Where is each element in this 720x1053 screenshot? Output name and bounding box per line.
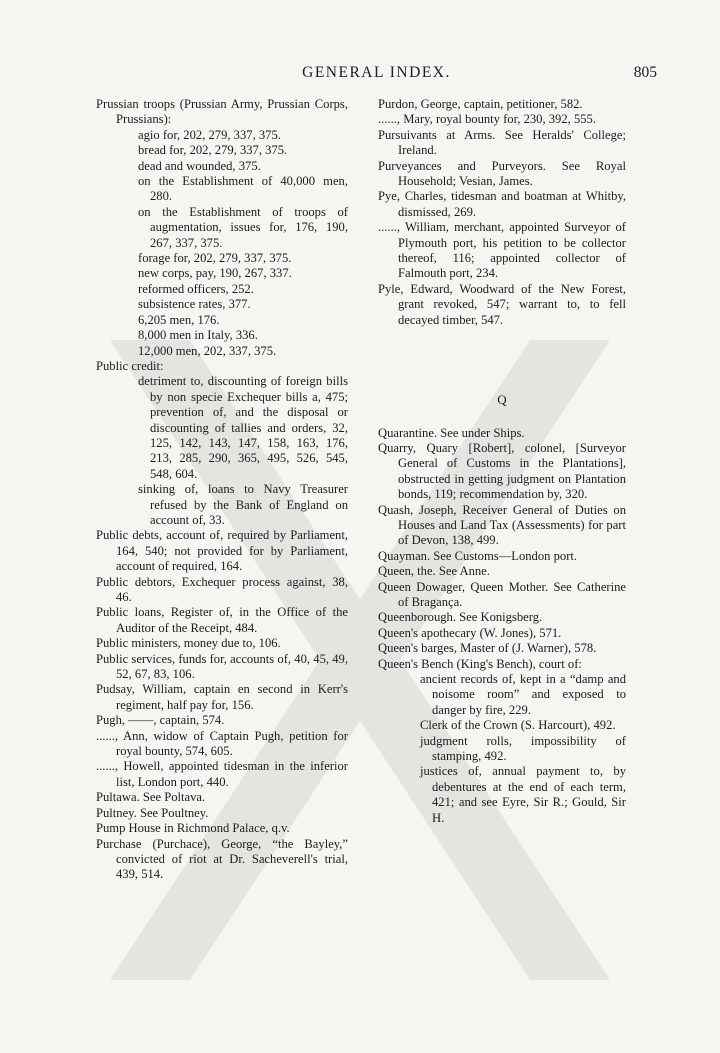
index-entry: Public debtors, Exchequer process against, 38, 46. (96, 574, 348, 604)
index-entry: ......, Mary, royal bounty for, 230, 392, 555. (378, 112, 596, 127)
right-column-q-entries (378, 426, 626, 827)
index-entry: Pugh, ——, captain, 574. (96, 713, 225, 728)
index-subentry: reformed officers, 252. (138, 281, 254, 296)
index-entry: Prussian troops (Prussian Army, Prussian Corps, Prussians): (96, 97, 348, 127)
index-entry: ......, Ann, widow of Captain Pugh, petition for royal bounty, 574, 605. (96, 728, 348, 759)
index-entry: Purchase (Purchace), George, “the Bayley,” convicted of riot at Dr. Sacheverell's trial, 439, 514. (96, 836, 348, 882)
index-subentry: sinking of, loans to Navy Treasurer refused by the Bank of England on account of, 33. (138, 482, 348, 527)
index-subentry: on the Establishment of 40,000 men, 280. (138, 174, 348, 204)
index-subentry: new corps, pay, 190, 267, 337. (138, 266, 292, 281)
index-entry: Public debts, account of, required by Parliament, 164, 540; not provided for by Parliament, account of required, 164. (96, 528, 348, 574)
index-subentry: bread for, 202, 279, 337, 375. (138, 143, 288, 158)
index-subentry: ancient records of, kept in a “damp and noisome room” and exposed to danger by fire, 229. (420, 672, 626, 717)
index-subentry: dead and wounded, 375. (138, 158, 261, 173)
index-entry: Quarry, Quary [Robert], colonel, [Surveyor General of Customs in the Plantations], obstructed in getting judgment on Plantation bonds, 119; recommendation by, 320. (378, 440, 626, 502)
index-entry: Pultawa. See Poltava. (96, 790, 206, 805)
index-subentry: judgment rolls, impossibility of stamping, 492. (420, 733, 626, 764)
index-entry: Queen, the. See Anne. (378, 564, 490, 579)
index-entry: Public loans, Register of, in the Office of the Auditor of the Receipt, 484. (96, 605, 348, 635)
right-column-p-entries (378, 97, 626, 328)
index-entry: Quarantine. See under Ships. (378, 425, 525, 440)
index-entry: Queen's Bench (King's Bench), court of: (378, 656, 582, 671)
header-title: GENERAL INDEX. (302, 64, 451, 81)
index-subentry: 8,000 men in Italy, 336. (138, 328, 258, 343)
index-entry: Public ministers, money due to, 106. (96, 636, 281, 651)
index-subentry: 6,205 men, 176. (138, 312, 220, 327)
index-entry: Pudsay, William, captain en second in Kerr's regiment, half pay for, 156. (96, 682, 348, 712)
index-subentry: Clerk of the Crown (S. Harcourt), 492. (420, 718, 616, 733)
index-entry: Queen Dowager, Queen Mother. See Catherine of Bragança. (378, 579, 626, 609)
index-entry: Quash, Joseph, Receiver General of Duties on Houses and Land Tax (Assessments) for part of Devon, 138, 499. (378, 502, 626, 548)
index-entry: Pump House in Richmond Palace, q.v. (96, 821, 290, 836)
index-entry: Purdon, George, captain, petitioner, 582. (378, 97, 583, 111)
page-number: 805 (633, 64, 657, 81)
index-entry: ......, Howell, appointed tidesman in the inferior list, London port, 440. (96, 759, 348, 789)
index-subentry: justices of, annual payment to, by debentures at the end of each term, 421; and see Eyre, Sir R.; Gould, Sir H. (420, 764, 626, 825)
index-entry: Pye, Charles, tidesman and boatman at Whitby, dismissed, 269. (378, 189, 626, 219)
section-letter: Q (497, 392, 507, 408)
index-entry: ......, William, merchant, appointed Surveyor of Plymouth port, his petition to be collector thereof, 116; appointed collector of Falmouth port, 234. (378, 220, 626, 281)
index-entry: Pursuivants at Arms. See Heralds' College; Ireland. (378, 127, 626, 158)
index-subentry: on the Establishment of troops of augmentation, issues for, 176, 190, 267, 337, 375. (138, 204, 348, 250)
index-entry: Queen's barges, Master of (J. Warner), 578. (378, 641, 597, 656)
index-entry: Purveyances and Purveyors. See Royal Household; Vesian, James. (378, 158, 626, 189)
index-entry: Quayman. See Customs—London port. (378, 548, 578, 563)
index-entry: Pyle, Edward, Woodward of the New Forest, grant revoked, 547; warrant to, to fell decayed timber, 547. (378, 281, 626, 327)
index-entry: Queenborough. See Konigsberg. (378, 610, 543, 625)
page-header (96, 64, 657, 88)
index-entry: Queen's apothecary (W. Jones), 571. (378, 625, 562, 640)
index-subentry: forage for, 202, 279, 337, 375. (138, 251, 292, 266)
index-entry: Pultney. See Poultney. (96, 805, 209, 820)
index-subentry: subsistence rates, 377. (138, 297, 251, 312)
index-subentry: agio for, 202, 279, 337, 375. (138, 127, 281, 142)
index-subentry: 12,000 men, 202, 337, 375. (138, 343, 277, 358)
index-entry: Public services, funds for, accounts of, 40, 45, 49, 52, 67, 83, 106. (96, 651, 348, 682)
left-column (96, 97, 348, 883)
index-subentry: detriment to, discounting of foreign bills by non specie Exchequer bills a, 475; prevention of, and the disposal or discounting of tallies and orders, 32, 125, 142, 143, 147, 158, 163, 176, 213, 285, 290, 365, 495, 526, 545, 548, 604. (138, 374, 348, 481)
right-column (378, 97, 626, 826)
index-entry: Public credit: (96, 358, 164, 373)
